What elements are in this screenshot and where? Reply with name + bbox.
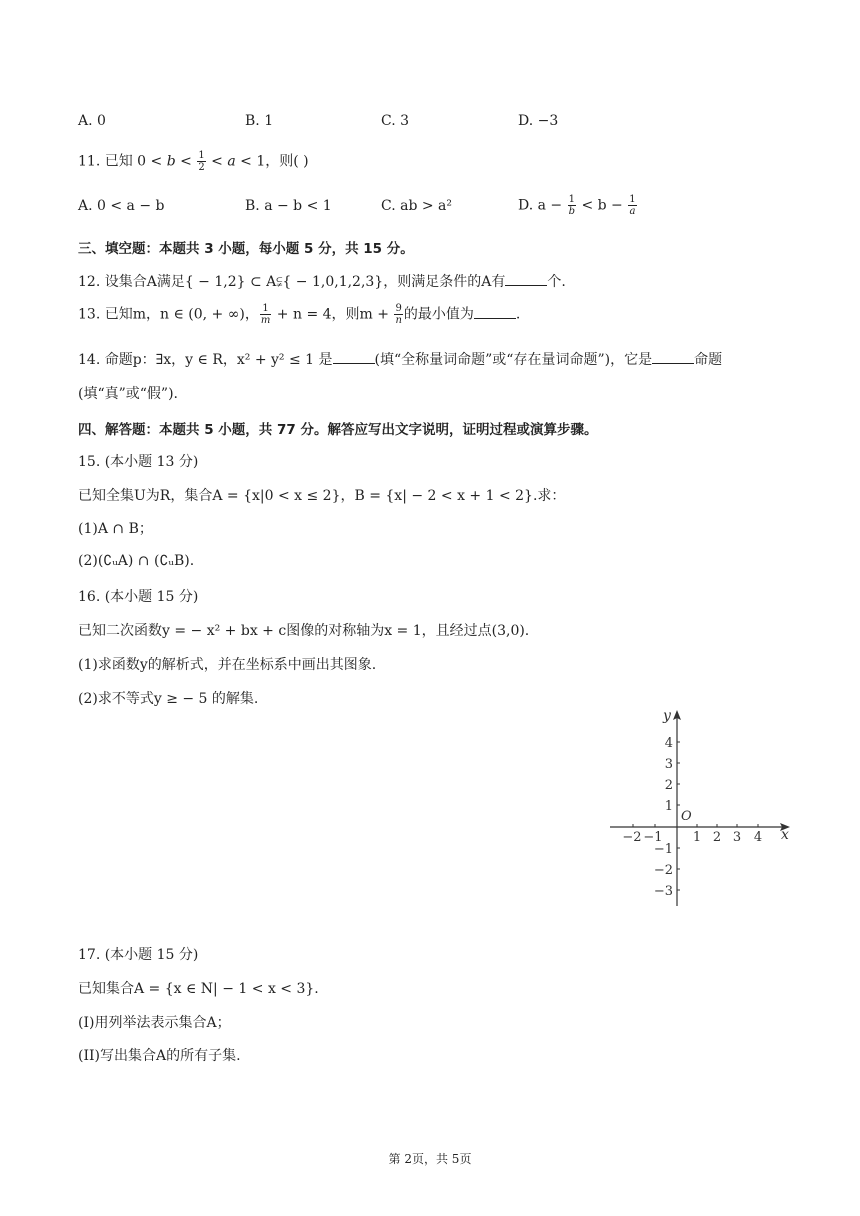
y-tick-label: 4 [664,736,673,751]
q15-title: 15. (本小题 13 分) [78,454,199,470]
y-tick-label: 2 [664,778,673,793]
y-tick-label: 1 [664,799,673,814]
q13-frac2-den: n [395,315,402,326]
q12-blank [505,273,547,286]
q14-line1 [78,349,722,369]
q11-option-d [518,194,638,217]
section3-heading: 三、填空题：本题共 3 小题，每小题 5 分，共 15 分。 [78,241,414,257]
y-tick-label: 3 [664,757,673,772]
q14-blank1 [333,351,375,364]
x-tick-label: 3 [732,830,742,845]
q11-option-c: C. ab > a² [381,198,453,214]
q13 [78,303,520,326]
q11-tail: < [206,153,228,170]
x-tick-label: 1 [692,830,702,845]
q13-frac1-num: 1 [260,303,271,315]
q16-stem: 已知二次函数y = − x² + bx + c图像的对称轴为x = 1，且经过点(3,0). [78,623,530,639]
q10-option-a: A. 0 [78,113,106,129]
q17-part2: (II)写出集合A的所有子集. [78,1048,241,1064]
axis-label-y: y [663,708,671,724]
q13-pre: 13. 已知m，n ∈ (0, + ∞)， [78,306,259,323]
axis-label-x: x [781,827,789,843]
q16-part2: (2)求不等式y ≥ − 5 的解集. [78,691,259,707]
q11-d-frac2-num: 1 [629,194,636,205]
q14-text-c: 命题 [694,352,723,368]
q11-d-frac2 [628,194,636,217]
q15-part1: (1)A ∩ B； [78,521,153,537]
origin-label: O [681,809,692,824]
q13-frac2 [394,303,402,326]
q11-option-b: B. a − b < 1 [245,198,332,214]
q11-frac-num: 1 [198,150,205,161]
q16-part1: (1)求函数y的解析式，并在坐标系中画出其图象. [78,657,377,673]
q11-d-pre: D. a − [518,197,567,214]
page-footer: 第 2页，共 5页 [388,1152,472,1166]
q10-option-d: D. −3 [518,113,559,129]
q11-end: < 1，则( ) [235,153,309,170]
q13-frac1-den: m [260,315,271,326]
q14-text-a: 14. 命题p：∃x，y ∈ R，x² + y² ≤ 1 是 [78,352,333,368]
q13-post: 的最小值为 [403,306,474,323]
y-tick-label: −1 [653,842,673,857]
q15-part2: (2)(∁ᵤA) ∩ (∁ᵤB). [78,553,195,569]
q14-line2: (填“真”或“假”). [78,386,179,402]
q10-option-c: C. 3 [381,113,410,129]
q12-text-a: 12. 设集合A满足{ − 1,2} ⊂ A⫋{ − 1,0,1,2,3}，则满足条件的A有 [78,274,506,290]
q11-lt: < [175,153,197,170]
q13-end: . [515,306,521,323]
x-tick-label: −1 [643,830,663,845]
q11-d-frac2-den: a [629,206,636,217]
q13-frac2-num: 9 [395,303,402,314]
q10-option-b: B. 1 [245,113,274,129]
coordinate-axes-figure [600,700,810,915]
section4-heading: 四、解答题：本题共 5 小题，共 77 分。解答应写出文字说明，证明过程或演算步骤。 [78,422,598,438]
q11-prefix: 11. 已知 0 < [78,153,167,170]
q11-option-a: A. 0 < a − b [78,198,165,214]
q11-fraction [197,150,205,173]
q11-d-frac1-den: b [568,206,576,217]
x-tick-label: 2 [712,830,722,845]
q12 [78,271,566,291]
x-tick-label: 4 [753,830,763,845]
q11-stem [78,150,309,173]
q11-var-a: a [227,153,236,170]
q11-d-frac1 [568,194,576,217]
q13-frac1 [260,303,271,326]
q17-title: 17. (本小题 15 分) [78,947,199,963]
y-tick-label: −2 [653,863,673,878]
q14-blank2 [652,351,694,364]
q14-text-b: (填“全称量词命题”或“存在量词命题”)，它是 [374,352,653,368]
q17-stem: 已知集合A = {x ∈ N| − 1 < x < 3}. [78,981,319,997]
q11-frac-den: 2 [198,162,205,173]
q11-d-mid: < b − [577,197,628,214]
q11-d-frac1-num: 1 [568,194,575,205]
q16-title: 16. (本小题 15 分) [78,589,199,605]
q13-mid: + n = 4，则m + [272,306,394,323]
q11-var-b: b [166,153,176,170]
x-tick-label: −2 [622,830,642,845]
q12-text-b: 个. [547,274,566,290]
q17-part1: (I)用列举法表示集合A； [78,1015,231,1031]
q13-blank [474,306,516,319]
q15-stem: 已知全集U为R，集合A = {x|0 < x ≤ 2}，B = {x| − 2 < x + 1 < 2}.求： [78,488,566,504]
y-tick-label: −3 [653,884,673,899]
